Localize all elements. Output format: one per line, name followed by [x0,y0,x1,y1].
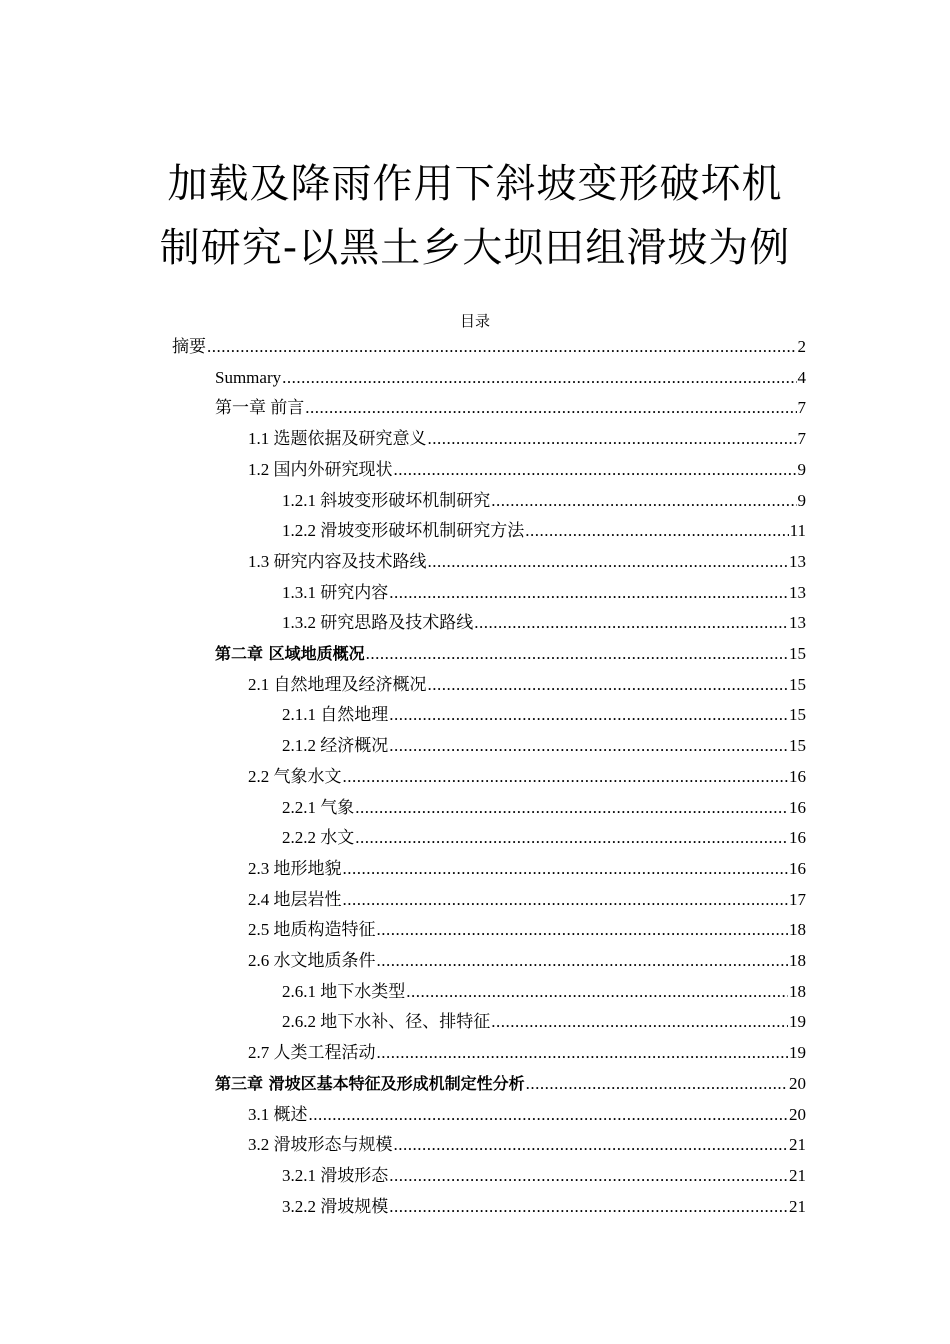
toc-entry-page-number: 21 [789,1196,806,1216]
toc-entry-label: 2.4 地层岩性 [248,889,342,909]
toc-entry-label: 1.3.1 研究内容 [282,582,389,602]
toc-entry-label: 2.5 地质构造特征 [248,920,376,940]
toc-entry[interactable] [282,1194,806,1220]
toc-dot-leader [428,672,789,698]
toc-entry[interactable] [248,887,806,913]
toc-dot-leader [389,702,788,728]
toc-dot-leader [305,395,796,421]
toc-entry-page-number: 15 [789,674,806,694]
toc-dot-leader [207,334,797,360]
document-title [60,152,890,280]
toc-dot-leader [309,1102,789,1128]
toc-entry-label: 3.2 滑坡形态与规模 [248,1135,393,1155]
toc-dot-leader [428,426,797,452]
toc-entry-page-number: 15 [789,644,806,663]
title-line-1: 加载及降雨作用下斜坡变形破坏机 [167,161,783,207]
toc-entry-label: 2.6.2 地下水补、径、排特征 [282,1012,491,1032]
toc-entry[interactable] [282,825,806,851]
toc-entry-label: 2.1 自然地理及经济概况 [248,674,427,694]
toc-entry-page-number: 11 [789,521,806,541]
toc-entry[interactable] [248,1040,806,1066]
toc-entry-page-number: 9 [797,490,806,510]
toc-entry-label: 第三章 滑坡区基本特征及形成机制定性分析 [215,1073,525,1093]
toc-entry-page-number: 9 [797,459,806,479]
toc-entry[interactable] [215,641,806,667]
toc-entry[interactable] [248,764,806,790]
toc-entry-label: Summary [215,367,282,387]
toc-entry-label: 2.6 水文地质条件 [248,951,376,970]
toc-entry-label: 2.1.1 自然地理 [282,705,389,725]
toc-entry-page-number: 19 [789,1012,806,1032]
toc-entry-page-number: 2 [797,337,806,356]
toc-entry[interactable] [282,488,806,514]
toc-entry-label: 第二章 区域地质概况 [215,644,365,663]
toc-entry[interactable] [282,610,806,636]
toc-entry-label: 摘要 [172,337,206,356]
toc-dot-leader [355,825,788,851]
toc-entry-page-number: 18 [789,981,806,1001]
toc-entry-page-number: 18 [789,920,806,940]
toc-dot-leader [394,457,797,483]
toc-entry-label: 2.2.2 水文 [282,828,355,848]
toc-entry-page-number: 15 [789,736,806,756]
toc-entry-page-number: 13 [789,551,806,571]
toc-entry[interactable] [248,426,806,452]
toc-entry[interactable] [172,334,806,360]
toc-entry-page-number: 4 [797,367,806,387]
toc-entry-label: 2.7 人类工程活动 [248,1043,376,1063]
toc-dot-leader [428,549,789,575]
toc-entry-page-number: 13 [789,582,806,602]
toc-entry-label: 1.3.2 研究思路及技术路线 [282,613,474,633]
toc-entry[interactable] [248,549,806,575]
toc-entry[interactable] [282,1163,806,1189]
toc-entry-page-number: 17 [789,889,806,909]
toc-entry-page-number: 16 [789,797,806,817]
toc-dot-leader [355,795,788,821]
toc-entry[interactable] [248,856,806,882]
toc-entry-label: 1.2.1 斜坡变形破坏机制研究 [282,490,491,510]
toc-entry-page-number: 15 [789,705,806,725]
toc-entry-label: 1.2.2 滑坡变形破坏机制研究方法 [282,521,525,541]
toc-entry[interactable] [282,518,806,544]
toc-entry-label: 3.2.2 滑坡规模 [282,1196,389,1216]
toc-entry-label: 2.2 气象水文 [248,766,342,786]
toc-entry[interactable] [248,948,806,974]
toc-entry-label: 1.1 选题依据及研究意义 [248,429,427,449]
toc-entry[interactable] [282,702,806,728]
toc-entry-page-number: 7 [797,429,806,449]
toc-dot-leader [377,917,789,943]
toc-dot-leader [389,733,788,759]
toc-entry[interactable] [282,795,806,821]
toc-entry-label: 2.6.1 地下水类型 [282,981,406,1001]
toc-dot-leader [343,887,789,913]
toc-dot-leader [366,641,788,667]
toc-entry[interactable] [215,1071,806,1097]
toc-entry-page-number: 21 [789,1165,806,1185]
toc-entry-label: 1.3 研究内容及技术路线 [248,551,427,571]
toc-entry-page-number: 16 [789,858,806,878]
toc-dot-leader [377,1040,789,1066]
toc-dot-leader [389,1194,788,1220]
toc-dot-leader [491,1009,788,1035]
toc-entry[interactable] [282,1009,806,1035]
toc-entry-label: 3.1 概述 [248,1104,308,1124]
toc-entry-page-number: 16 [789,828,806,848]
toc-dot-leader [491,488,796,514]
toc-dot-leader [474,610,788,636]
toc-entry-label: 2.1.2 经济概况 [282,736,389,756]
toc-dot-leader [282,365,796,391]
toc-entry[interactable] [282,979,806,1005]
toc-entry-page-number: 19 [789,1043,806,1063]
toc-entry[interactable] [282,733,806,759]
toc-dot-leader [526,1071,788,1097]
toc-entry-page-number: 16 [789,766,806,786]
toc-entry[interactable] [248,672,806,698]
toc-entry-page-number: 7 [797,398,806,418]
toc-entry[interactable] [215,395,806,421]
toc-entry[interactable] [248,1132,806,1158]
toc-entry-label: 2.3 地形地貌 [248,858,342,878]
toc-dot-leader [343,764,789,790]
toc-entry-label: 1.2 国内外研究现状 [248,459,393,479]
toc-entry-label: 第一章 前言 [215,398,305,418]
toc-dot-leader [525,518,788,544]
toc-entry-page-number: 21 [789,1135,806,1155]
toc-entry-label: 2.2.1 气象 [282,797,355,817]
toc-entry-page-number: 20 [789,1104,806,1124]
toc-dot-leader [389,580,788,606]
toc-entry-page-number: 20 [789,1073,806,1093]
toc-entry[interactable] [248,457,806,483]
toc-dot-leader [389,1163,788,1189]
toc-entry-label: 3.2.1 滑坡形态 [282,1165,389,1185]
title-line-2: 制研究-以黑土乡大坝田组滑坡为例 [159,225,791,271]
toc-entry-page-number: 13 [789,613,806,633]
toc-heading: 目录 [459,314,490,330]
toc-dot-leader [377,948,789,974]
toc-entry[interactable] [215,365,806,391]
toc-dot-leader [394,1132,789,1158]
toc-entry[interactable] [282,580,806,606]
toc-dot-leader [406,979,788,1005]
toc-entry-page-number: 18 [789,951,806,970]
toc-dot-leader [343,856,789,882]
toc-entry[interactable] [248,917,806,943]
toc-entry[interactable] [248,1102,806,1128]
